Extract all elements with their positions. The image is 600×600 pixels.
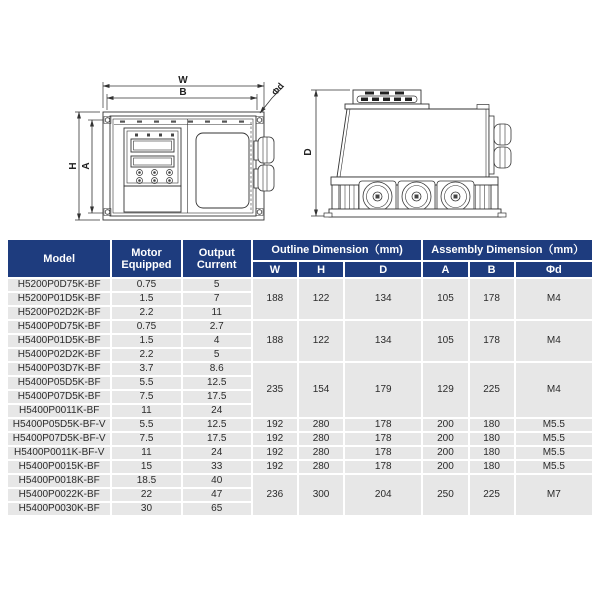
side-view-drawing (311, 90, 511, 217)
current-cell: 24 (183, 447, 251, 459)
cable-glands-side (489, 116, 511, 174)
current-cell: 40 (183, 475, 251, 487)
motor-cell: 5.5 (112, 419, 180, 431)
current-cell: 12.5 (183, 377, 251, 389)
motor-cell: 15 (112, 461, 180, 473)
model-cell: H5400P0D75K-BF (8, 321, 110, 333)
model-cell: H5400P01D5K-BF (8, 335, 110, 347)
model-cell: H5400P05D5K-BF (8, 377, 110, 389)
motor-cell: 18.5 (112, 475, 180, 487)
w-cell: 236 (253, 475, 297, 515)
dim-label-a: A (81, 162, 92, 170)
b-cell: 178 (470, 321, 514, 361)
model-cell: H5400P07D5K-BF (8, 391, 110, 403)
model-cell: H5400P0018K-BF (8, 475, 110, 487)
motor-cell: 2.2 (112, 307, 180, 319)
motor-cell: 7.5 (112, 433, 180, 445)
d-cell: 134 (345, 279, 421, 319)
motor-cell: 3.7 (112, 363, 180, 375)
model-cell: H5400P0015K-BF (8, 461, 110, 473)
table-row (8, 363, 592, 375)
header-outline-dimension: Outline Dimension（mm) (253, 240, 422, 260)
phid-cell: M7 (516, 475, 592, 515)
current-cell: 24 (183, 405, 251, 417)
motor-cell: 5.5 (112, 377, 180, 389)
motor-cell: 1.5 (112, 293, 180, 305)
d-cell: 178 (345, 433, 421, 445)
current-cell: 65 (183, 503, 251, 515)
h-cell: 280 (299, 419, 343, 431)
current-cell: 2.7 (183, 321, 251, 333)
model-cell: H5200P02D2K-BF (8, 307, 110, 319)
a-cell: 105 (423, 321, 467, 361)
phid-cell: M5.5 (516, 447, 592, 459)
table-row (8, 419, 592, 431)
dim-label-w: W (178, 75, 188, 86)
table-row (8, 433, 592, 445)
d-cell: 204 (345, 475, 421, 515)
d-cell: 178 (345, 461, 421, 473)
motor-cell: 2.2 (112, 349, 180, 361)
motor-cell: 22 (112, 489, 180, 501)
model-cell: H5200P01D5K-BF (8, 293, 110, 305)
front-view-drawing (75, 82, 284, 220)
motor-cell: 30 (112, 503, 180, 515)
model-cell: H5400P07D5K-BF-V (8, 433, 110, 445)
current-cell: 5 (183, 279, 251, 291)
b-cell: 180 (470, 433, 514, 445)
current-cell: 17.5 (183, 391, 251, 403)
dimension-drawings (0, 0, 600, 238)
b-cell: 225 (470, 363, 514, 417)
enclosure-side (337, 105, 489, 178)
current-cell: 17.5 (183, 433, 251, 445)
model-cell: H5200P0D75K-BF (8, 279, 110, 291)
table-row (8, 447, 592, 459)
table-row (8, 461, 592, 473)
h-cell: 300 (299, 475, 343, 515)
phid-cell: M4 (516, 363, 592, 417)
model-cell: H5400P0011K-BF-V (8, 447, 110, 459)
w-cell: 192 (253, 419, 297, 431)
header-a: A (423, 262, 467, 277)
b-cell: 180 (470, 461, 514, 473)
header-motor-equipped: Motor Equipped (112, 240, 180, 277)
table-row (8, 321, 592, 333)
h-cell: 280 (299, 461, 343, 473)
h-cell: 154 (299, 363, 343, 417)
header-w: W (253, 262, 297, 277)
spec-table (6, 238, 594, 517)
a-cell: 105 (423, 279, 467, 319)
phid-cell: M5.5 (516, 433, 592, 445)
motor-cell: 0.75 (112, 321, 180, 333)
phid-cell: M5.5 (516, 419, 592, 431)
model-cell: H5400P0011K-BF (8, 405, 110, 417)
current-cell: 47 (183, 489, 251, 501)
current-cell: 33 (183, 461, 251, 473)
b-cell: 178 (470, 279, 514, 319)
b-cell: 225 (470, 475, 514, 515)
model-cell: H5400P02D2K-BF (8, 349, 110, 361)
current-cell: 11 (183, 307, 251, 319)
h-cell: 122 (299, 321, 343, 361)
cooling-fans (359, 181, 474, 212)
h-cell: 122 (299, 279, 343, 319)
header-output-current: Output Current (183, 240, 251, 277)
header-d: D (345, 262, 421, 277)
header-model: Model (8, 240, 110, 277)
dim-label-phid: Φd (269, 80, 286, 98)
model-cell: H5400P03D7K-BF (8, 363, 110, 375)
d-cell: 178 (345, 419, 421, 431)
a-cell: 200 (423, 447, 467, 459)
current-cell: 12.5 (183, 419, 251, 431)
table-row (8, 279, 592, 291)
motor-cell: 1.5 (112, 335, 180, 347)
model-cell: H5400P0030K-BF (8, 503, 110, 515)
motor-cell: 11 (112, 447, 180, 459)
w-cell: 192 (253, 447, 297, 459)
h-cell: 280 (299, 447, 343, 459)
current-cell: 4 (183, 335, 251, 347)
dim-label-b: B (179, 87, 187, 98)
w-cell: 192 (253, 461, 297, 473)
h-cell: 280 (299, 433, 343, 445)
dim-label-d: D (303, 148, 314, 156)
b-cell: 180 (470, 419, 514, 431)
dim-label-h: H (68, 162, 79, 170)
terminal-block (345, 90, 429, 109)
a-cell: 129 (423, 363, 467, 417)
header-b: B (470, 262, 514, 277)
motor-cell: 7.5 (112, 391, 180, 403)
w-cell: 188 (253, 321, 297, 361)
w-cell: 192 (253, 433, 297, 445)
a-cell: 200 (423, 461, 467, 473)
phid-cell: M4 (516, 279, 592, 319)
header-phid: Φd (516, 262, 592, 277)
a-cell: 200 (423, 433, 467, 445)
w-cell: 235 (253, 363, 297, 417)
current-cell: 7 (183, 293, 251, 305)
phid-cell: M5.5 (516, 461, 592, 473)
header-assembly-dimension: Assembly Dimension（mm） (423, 240, 592, 260)
model-cell: H5400P0022K-BF (8, 489, 110, 501)
header-h: H (299, 262, 343, 277)
motor-cell: 11 (112, 405, 180, 417)
motor-cell: 0.75 (112, 279, 180, 291)
d-cell: 179 (345, 363, 421, 417)
a-cell: 200 (423, 419, 467, 431)
d-cell: 134 (345, 321, 421, 361)
a-cell: 250 (423, 475, 467, 515)
table-row (8, 475, 592, 487)
current-cell: 8.6 (183, 363, 251, 375)
table-header-row-1 (8, 240, 592, 260)
model-cell: H5400P05D5K-BF-V (8, 419, 110, 431)
d-cell: 178 (345, 447, 421, 459)
w-cell: 188 (253, 279, 297, 319)
current-cell: 5 (183, 349, 251, 361)
phid-cell: M4 (516, 321, 592, 361)
b-cell: 180 (470, 447, 514, 459)
